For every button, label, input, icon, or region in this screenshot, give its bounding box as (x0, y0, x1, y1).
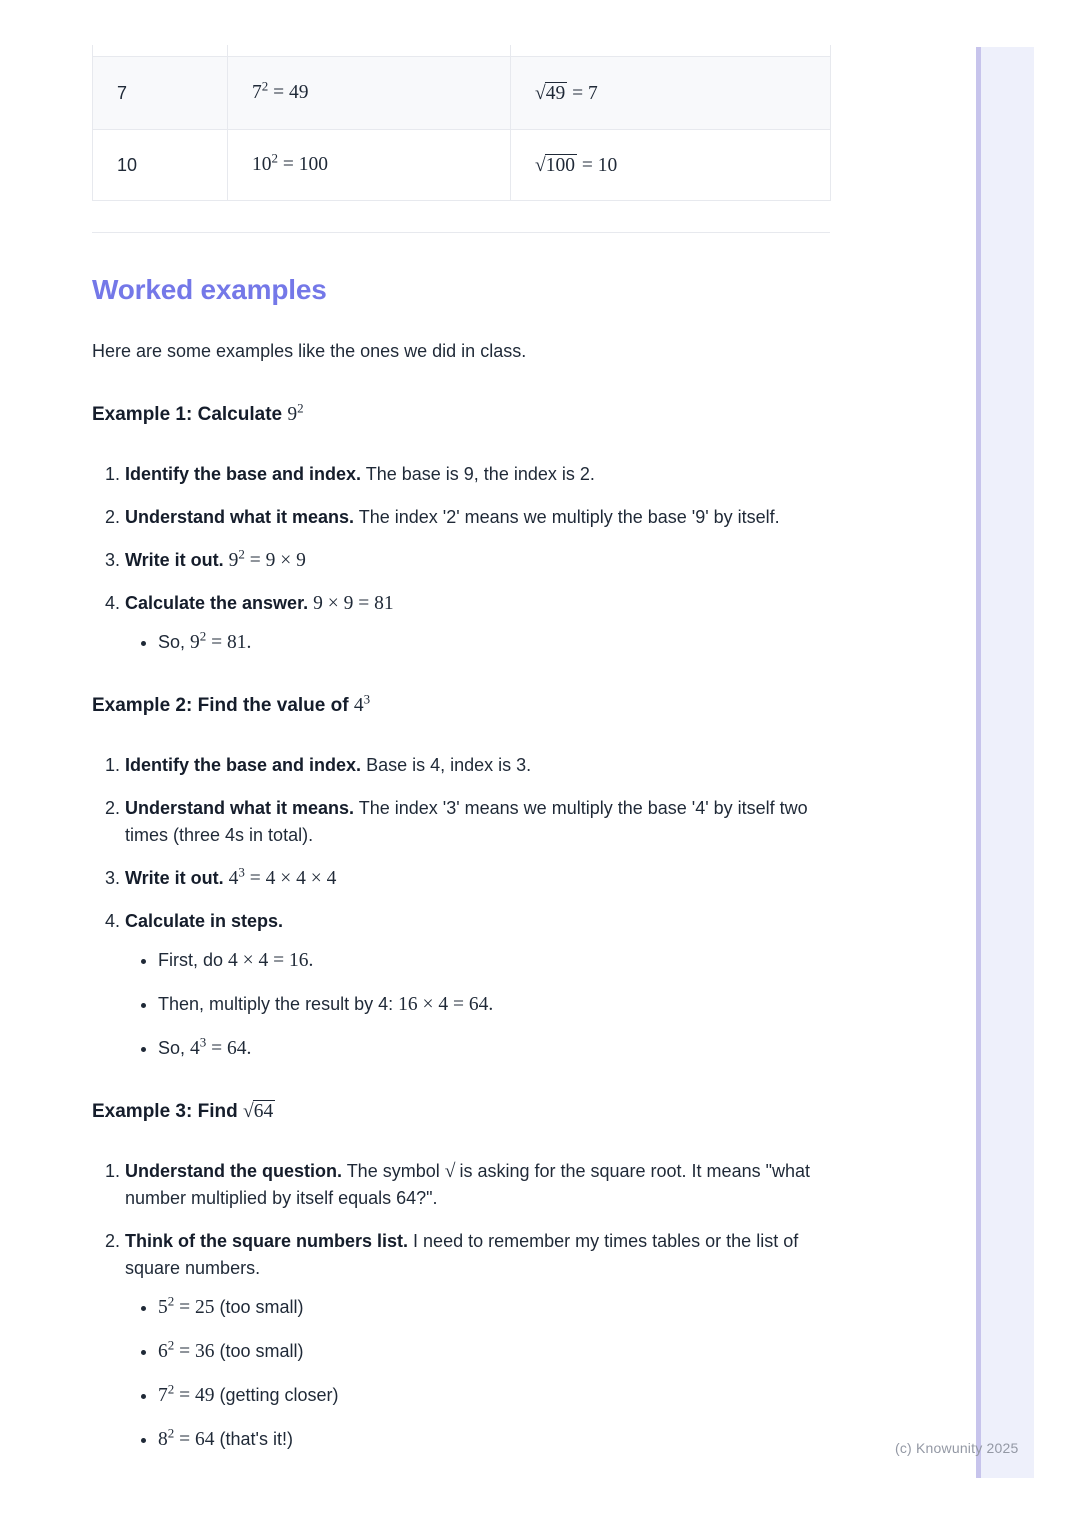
number-cell (93, 130, 228, 201)
table-cell-empty (93, 45, 228, 57)
section-heading: Worked examples (92, 274, 327, 305)
table-row-7 (93, 57, 831, 130)
radical-sign: √ (535, 154, 545, 176)
inline-math: $5^2 = 25$ (158, 1293, 215, 1318)
step-item: 3. Write it out. $9^2 = 9 \times 9$ (125, 547, 830, 574)
section-divider (92, 232, 830, 233)
root-cell (511, 130, 831, 201)
number-value: 10 (117, 154, 138, 175)
table-row-partial (93, 45, 831, 57)
square-equation: $7^2 = 49$ (252, 78, 309, 103)
inline-math: $9^2 = 9 \times 9$ (228, 546, 306, 571)
radical-sign: √ (535, 82, 545, 104)
inline-math: 9 × 9 = 81 (313, 593, 394, 614)
square-numbers-list (125, 1294, 830, 1453)
copyright-note: (c) Knowunity 2025 (895, 1440, 1019, 1456)
square-cell (228, 57, 511, 130)
root-cell (511, 57, 831, 130)
bullet-item: • $6^2 = 36$ (too small) (158, 1338, 830, 1365)
intro-paragraph: Here are some examples like the ones we did in class. (92, 341, 527, 361)
bullet-item: • $7^2 = 49$ (getting closer) (158, 1382, 830, 1409)
bullet-item: • $8^2 = 64$ (that's it!) (158, 1426, 830, 1453)
table-row-10 (93, 130, 831, 201)
inline-math: $7^2 = 49$ (158, 1381, 215, 1406)
squares-roots-table (92, 45, 831, 201)
number-cell (93, 57, 228, 130)
bullet-item: • First, do 4 × 4 = 16. (158, 947, 830, 974)
example-2-title: Example 2: Find the value of $4^3$ (92, 691, 371, 716)
example-3-title: Example 3: Find √64 (92, 1101, 274, 1122)
example-2-sub-bullets (125, 947, 830, 1062)
inline-math: $8^2 = 64$ (158, 1425, 215, 1450)
bullet-item: • So, $9^2 = 81$. (158, 629, 830, 656)
step-item: 4. Calculate the answer. 9 × 9 = 81 • So, $9^2 = 81$. (125, 590, 830, 656)
title-math: √64 (242, 1101, 274, 1122)
step-item: 2. Think of the square numbers list. I need to remember my times tables or the list of square numbers. • $5^2 = 25$ (too small) • $6^2 = 36$ (too small) • $7^2 = 49$ (getting closer) • $8^2 = 64$ (that's it!) (125, 1228, 830, 1453)
example-1-sub-bullets (125, 629, 830, 656)
title-math: $9^2$ (287, 400, 304, 425)
step-item: 2. Understand what it means. The index '3' means we multiply the base '4' by itself two times (three 4s in total). (125, 795, 830, 849)
step-item: 1. Identify the base and index. Base is 4, index is 3. (125, 752, 830, 779)
inline-math: $9^2 = 81$. (190, 628, 252, 653)
bullet-item: • So, $4^3 = 64$. (158, 1035, 830, 1062)
inline-math: $6^2 = 36$ (158, 1337, 215, 1362)
example-3-steps (92, 1158, 830, 1453)
square-cell (228, 130, 511, 201)
page-content (92, 45, 830, 1470)
page-edge-strip (976, 47, 1034, 1478)
step-item: 3. Write it out. $4^3 = 4 \times 4 \times 4$ (125, 865, 830, 892)
step-item: 1. Identify the base and index. The base is 9, the index is 2. (125, 461, 830, 488)
inline-math: 4 × 4 = 16. (228, 950, 314, 971)
example-1-title: Example 1: Calculate $9^2$ (92, 400, 304, 425)
bullet-item: • Then, multiply the result by 4: 16 × 4 = 64. (158, 991, 830, 1018)
bullet-item: • $5^2 = 25$ (too small) (158, 1294, 830, 1321)
inline-math: 16 × 4 = 64. (398, 994, 494, 1015)
square-equation: $10^2 = 100$ (252, 150, 328, 175)
root-equation: √49 = 7 (535, 82, 598, 104)
step-item: 2. Understand what it means. The index '2' means we multiply the base '9' by itself. (125, 504, 830, 531)
inline-math: $4^3 = 4 \times 4 \times 4$ (228, 864, 337, 889)
number-value: 7 (117, 82, 128, 103)
table-cell-empty (228, 45, 511, 57)
example-1-steps (92, 461, 830, 656)
inline-math: $4^3 = 64$. (190, 1034, 252, 1059)
radical-sign: √ (444, 1161, 455, 1182)
title-math: $4^3$ (353, 691, 371, 716)
step-item: 4. Calculate in steps. • First, do 4 × 4 = 16. • Then, multiply the result by 4: 16 × 4 = 64. • So, $4^3 = 64$. (125, 908, 830, 1062)
table-cell-empty (511, 45, 831, 57)
radical-sign: √ (242, 1101, 253, 1122)
example-2-steps (92, 752, 830, 1062)
root-equation: √100 = 10 (535, 154, 618, 176)
step-item: 1. Understand the question. The symbol √ is asking for the square root. It means "what number multiplied by itself equals 64?". (125, 1158, 830, 1212)
